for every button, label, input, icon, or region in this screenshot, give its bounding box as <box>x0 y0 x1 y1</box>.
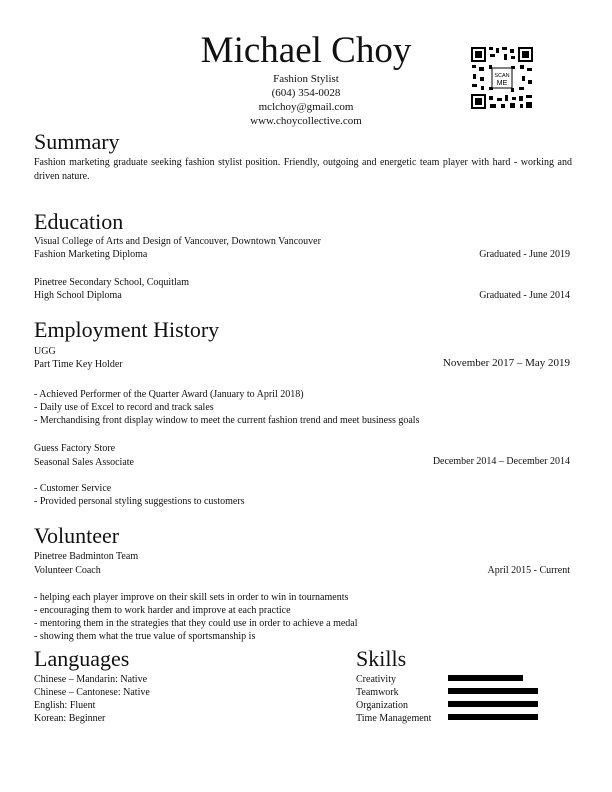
job-bullet: - Achieved Performer of the Quarter Award (January to April 2018) <box>34 389 304 400</box>
job-company: Guess Factory Store <box>34 443 116 454</box>
job-role: Part Time Key Holder <box>34 359 123 370</box>
language-item: Korean: Beginner <box>34 713 106 724</box>
job-bullet: - Provided personal styling suggestions to customers <box>34 496 245 507</box>
summary-text: Fashion marketing graduate seeking fashion stylist position. Friendly, outgoing and energetic team player with hard - working and driven nature. <box>34 157 572 182</box>
qr-label-me: ME <box>496 80 508 87</box>
skill-level-bar <box>448 688 538 694</box>
job-bullet: - Merchandising front display window to meet the current fashion trend and meet business goals <box>34 415 420 426</box>
job-dates: December 2014 – December 2014 <box>432 456 570 467</box>
skill-name: Organization <box>356 700 409 711</box>
job-title: Fashion Stylist <box>273 73 339 85</box>
job-bullet: - Customer Service <box>34 483 112 494</box>
languages-heading: Languages <box>34 646 130 671</box>
skill-name: Teamwork <box>356 687 399 698</box>
education-school: Visual College of Arts and Design of Vancouver, Downtown Vancouver <box>34 236 321 247</box>
education-date: Graduated - June 2014 <box>479 290 570 301</box>
education-school: Pinetree Secondary School, Coquitlam <box>34 277 189 288</box>
volunteer-bullet: - showing them what the true value of sportsmanship is <box>34 631 256 642</box>
education-heading: Education <box>34 209 124 234</box>
qr-code-icon <box>470 46 534 110</box>
language-item: Chinese – Cantonese: Native <box>34 687 150 698</box>
language-item: English: Fluent <box>34 700 96 711</box>
volunteer-org: Pinetree Badminton Team <box>34 551 139 562</box>
website-url: www.choycollective.com <box>250 115 362 127</box>
job-dates: November 2017 – May 2019 <box>442 357 570 369</box>
volunteer-dates: April 2015 - Current <box>487 565 570 576</box>
qr-code[interactable] <box>470 46 534 110</box>
skill-level-bar <box>448 701 538 707</box>
job-role: Seasonal Sales Associate <box>34 457 134 468</box>
qr-label-scan: SCAN <box>494 73 510 79</box>
volunteer-role: Volunteer Coach <box>34 565 101 576</box>
skill-name: Time Management <box>356 713 432 724</box>
candidate-name: Michael Choy <box>200 30 412 71</box>
volunteer-bullet: - encouraging them to work harder and improve at each practice <box>34 605 291 616</box>
skills-heading: Skills <box>356 646 407 671</box>
employment-heading: Employment History <box>34 317 220 342</box>
phone-number: (604) 354-0028 <box>271 87 341 99</box>
education-credential: Fashion Marketing Diploma <box>34 249 148 260</box>
volunteer-heading: Volunteer <box>34 523 120 548</box>
volunteer-bullet: - mentoring them in the strategies that they could use in order to achieve a medal <box>34 618 358 629</box>
skill-level-bar <box>448 714 538 720</box>
job-company: UGG <box>34 346 56 357</box>
volunteer-bullet: - helping each player improve on their skill sets in order to win in tournaments <box>34 592 349 603</box>
skill-level-bar <box>448 675 523 681</box>
job-bullet: - Daily use of Excel to record and track sales <box>34 402 214 413</box>
education-credential: High School Diploma <box>34 290 122 301</box>
education-date: Graduated - June 2019 <box>479 249 570 260</box>
email-address: mclchoy@gmail.com <box>258 101 354 113</box>
summary-heading: Summary <box>34 129 120 154</box>
skill-name: Creativity <box>356 674 396 685</box>
language-item: Chinese – Mandarin: Native <box>34 674 148 685</box>
